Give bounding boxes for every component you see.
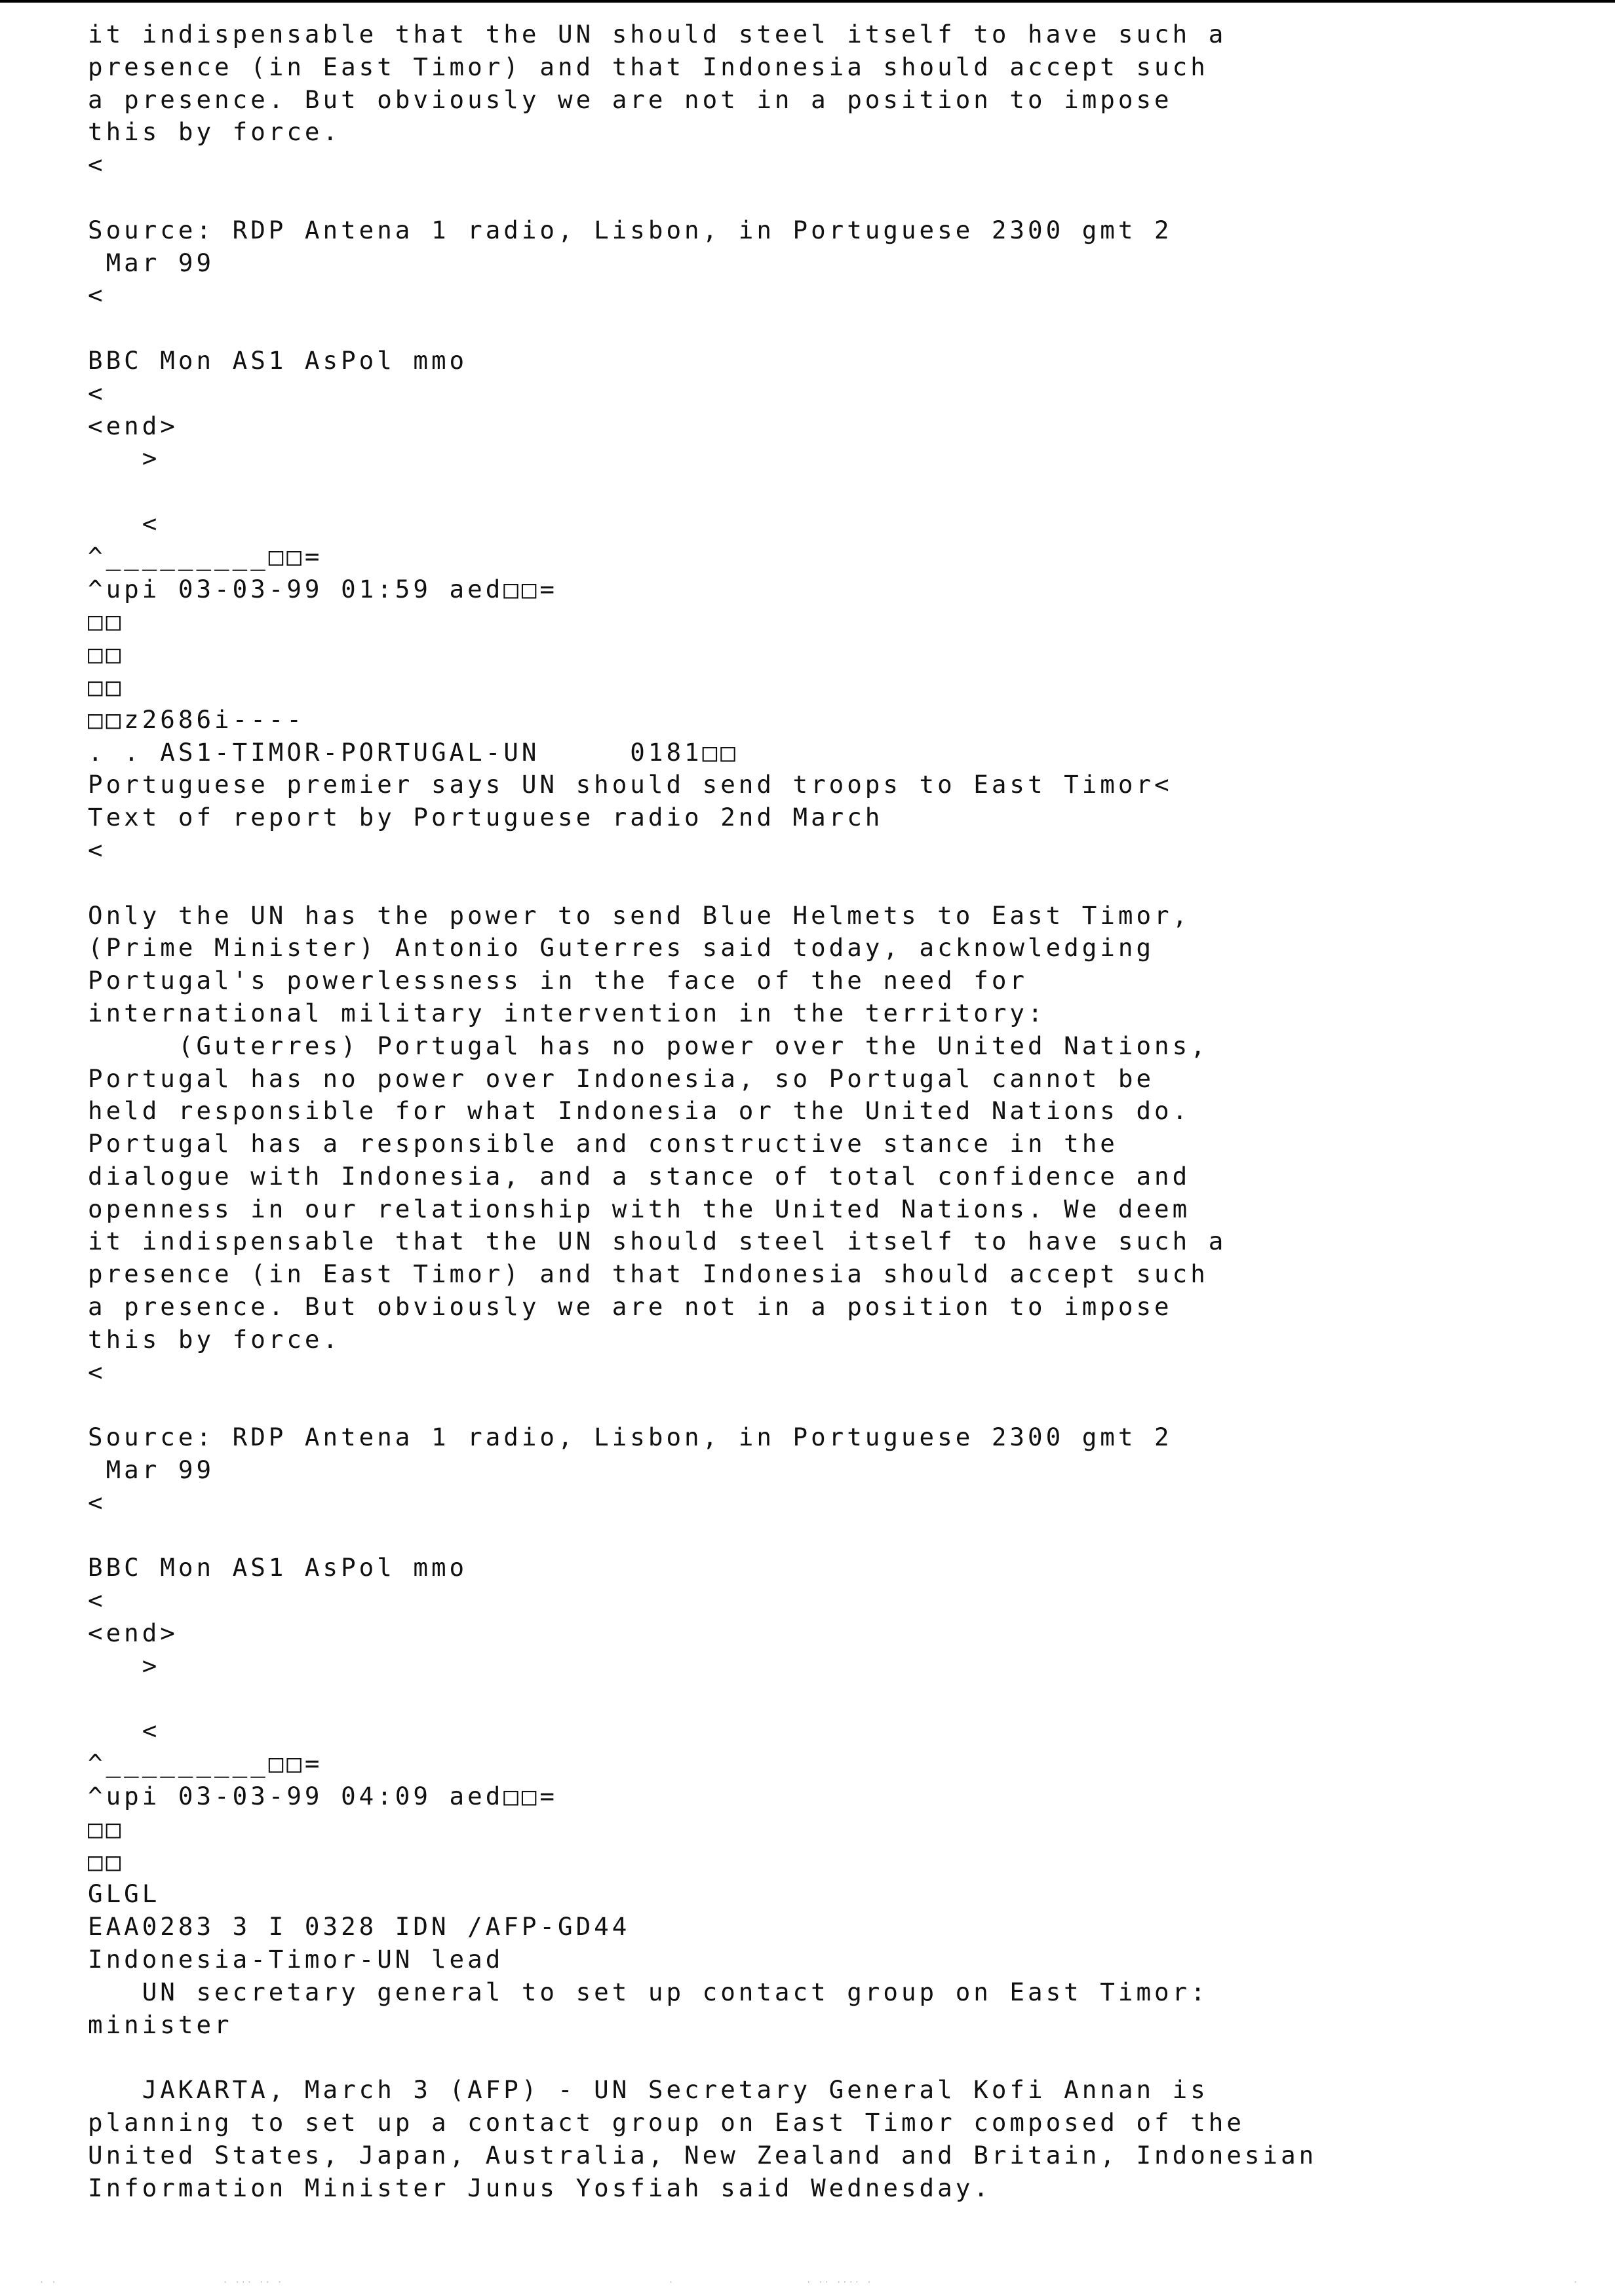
document-line: Only the UN has the power to send Blue Helmets to East Timor, [88, 900, 1191, 930]
scan-mark: · ·· ···· · [806, 2278, 873, 2287]
document-line [88, 312, 1530, 345]
document-line: United States, Japan, Australia, New Zealand and Britain, Indonesian [88, 2140, 1317, 2170]
document-line: Information Minister Junus Yosfiah said Wednesday. [88, 2173, 992, 2202]
document-line: < [88, 378, 106, 408]
document-line: □□ [88, 640, 125, 669]
scan-mark: · [669, 2278, 675, 2287]
document-line: < [88, 508, 161, 538]
document-line: GLGL [88, 1879, 161, 1909]
document-line: < [88, 150, 106, 180]
document-line: <end> [88, 1618, 178, 1648]
document-line: Portuguese premier says UN should send troops to East Timor< [88, 770, 1173, 799]
document-line: held responsible for what Indonesia or the United Nations do. [88, 1096, 1191, 1126]
document-line: □□ [88, 607, 125, 636]
document-line: minister [88, 2010, 233, 2039]
document-line: Portugal has no power over Indonesia, so Portugal cannot be [88, 1063, 1155, 1093]
document-line: a presence. But obviously we are not in a position to impose [88, 1292, 1173, 1322]
document-line: < [88, 1716, 161, 1746]
document-line: a presence. But obviously we are not in a position to impose [88, 85, 1173, 114]
document-line: planning to set up a contact group on East Timor composed of the [88, 2108, 1245, 2137]
document-line: Portugal's powerlessness in the face of the need for [88, 966, 1028, 995]
scan-mark: · [1573, 2278, 1580, 2287]
document-line: Source: RDP Antena 1 radio, Lisbon, in Portuguese 2300 gmt 2 [88, 215, 1173, 244]
document-line: Mar 99 [88, 1455, 215, 1485]
document-line: (Prime Minister) Antonio Guterres said today, acknowledging [88, 933, 1155, 963]
document-line: dialogue with Indonesia, and a stance of total confidence and [88, 1161, 1191, 1191]
document-line: □□ [88, 672, 125, 701]
document-line [88, 867, 1530, 900]
top-border-line [0, 0, 1615, 3]
document-line: ^_________□□= [88, 541, 323, 571]
document-line: international military intervention in the territory: [88, 998, 1046, 1027]
document-line: < [88, 1586, 106, 1615]
document-line: this by force. [88, 1324, 341, 1354]
document-line: □□z2686i---- [88, 704, 305, 734]
document-line: Text of report by Portuguese radio 2nd March [88, 803, 884, 832]
document-line: it indispensable that the UN should steel itself to have such a [88, 20, 1227, 48]
document-line: it indispensable that the UN should steel itself to have such a [88, 1227, 1227, 1256]
document-text [88, 18, 1530, 2204]
document-line: Portugal has a responsible and constructive stance in the [88, 1129, 1118, 1158]
document-line: (Guterres) Portugal has no power over the United Nations, [88, 1031, 1209, 1060]
document-line: Source: RDP Antena 1 radio, Lisbon, in Portuguese 2300 gmt 2 [88, 1423, 1173, 1452]
document-line: > [88, 444, 161, 473]
document-line: < [88, 835, 106, 864]
document-line: this by force. [88, 117, 341, 147]
document-line: < [88, 280, 106, 310]
scan-mark: · · [39, 2278, 58, 2287]
document-line: ^upi 03-03-99 01:59 aed□□= [88, 574, 558, 603]
document-line: Indonesia-Timor-UN lead [88, 1945, 504, 1974]
document-line: openness in our relationship with the United Nations. We deem [88, 1194, 1191, 1223]
document-line [88, 1683, 1530, 1715]
document-line: ^upi 03-03-99 04:09 aed□□= [88, 1782, 558, 1811]
document-line: presence (in East Timor) and that Indonesia should accept such [88, 1259, 1209, 1289]
document-line: □□ [88, 1846, 125, 1876]
document-line: BBC Mon AS1 AsPol mmo [88, 1553, 468, 1582]
document-line: EAA0283 3 I 0328 IDN /AFP-GD44 [88, 1912, 631, 1942]
scan-artifacts [0, 2278, 1615, 2291]
document-line: < [88, 1357, 106, 1387]
document-line [88, 475, 1530, 508]
document-line [88, 1388, 1530, 1421]
document-line: > [88, 1651, 161, 1680]
document-line [88, 1520, 1530, 1552]
document-line: presence (in East Timor) and that Indonesia should accept such [88, 52, 1209, 81]
document-line: Mar 99 [88, 248, 215, 277]
scan-mark: · ··· ·· · [223, 2278, 284, 2287]
document-line: < [88, 1487, 106, 1517]
document-line [88, 182, 1530, 214]
document-line: UN secretary general to set up contact group on East Timor: [88, 1977, 1209, 2006]
document-line: BBC Mon AS1 AsPol mmo [88, 345, 468, 375]
document-line: □□ [88, 1814, 125, 1843]
document-line [88, 2041, 1530, 2074]
document-line: <end> [88, 411, 178, 440]
document-line: JAKARTA, March 3 (AFP) - UN Secretary General Kofi Annan is [88, 2075, 1209, 2105]
document-line: ^_________□□= [88, 1749, 323, 1778]
document-line: . . AS1-TIMOR-PORTUGAL-UN 0181□□ [88, 737, 739, 767]
